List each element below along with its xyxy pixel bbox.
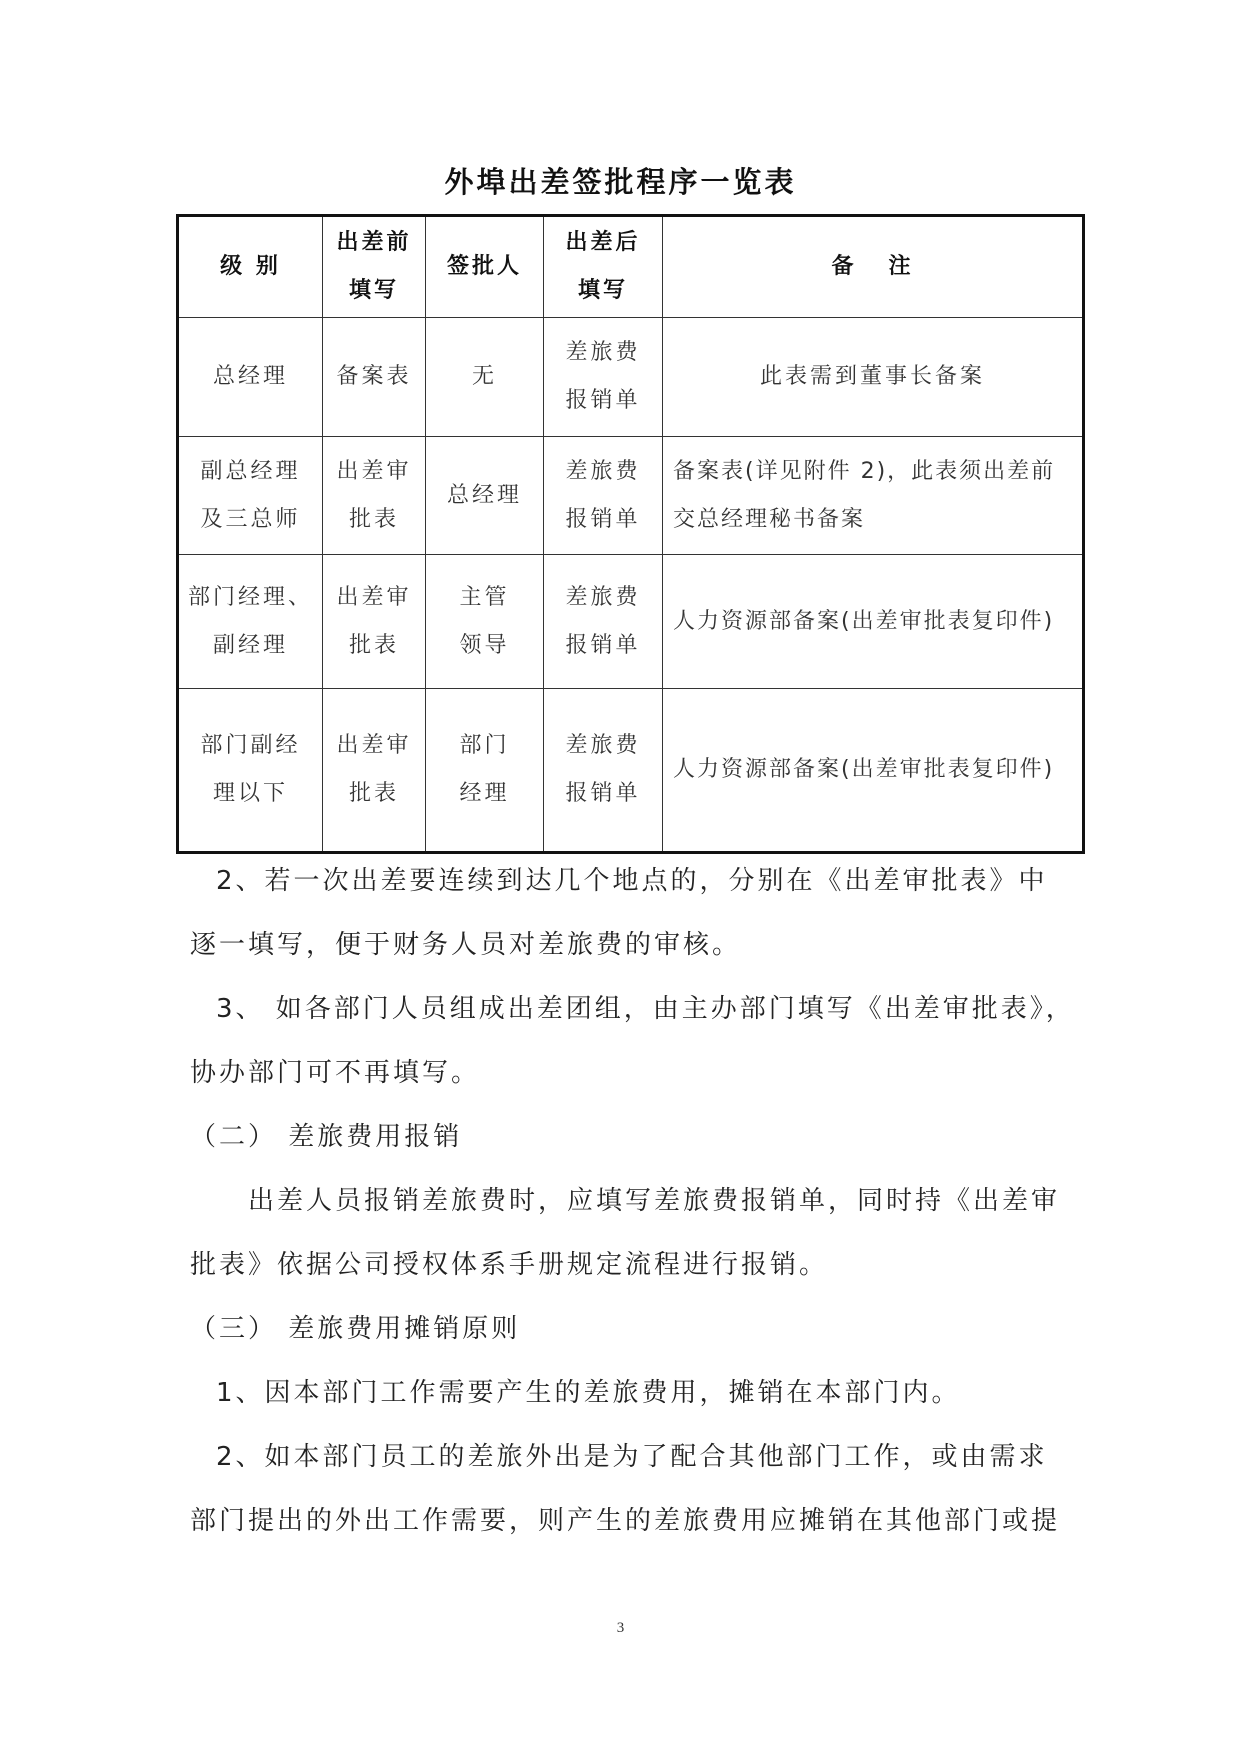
cell-text: 批表 xyxy=(348,506,399,532)
cell-before xyxy=(323,318,426,437)
approval-table xyxy=(176,214,1085,854)
cell-after xyxy=(544,555,663,689)
cell-text: 批表 xyxy=(348,781,399,807)
cell-approver xyxy=(426,437,544,555)
cell-level xyxy=(178,318,323,437)
cell-text: 差旅费 xyxy=(565,458,641,484)
header-after-line2: 填写 xyxy=(577,278,628,303)
cell-text: 报销单 xyxy=(565,781,641,807)
cell-text: 交总经理秘书备案 xyxy=(673,506,866,532)
cell-text: 出差审 xyxy=(336,458,412,484)
body-paragraph: 逐一填写，便于财务人员对差旅费的审核。 xyxy=(190,930,742,960)
section-heading: （三） 差旅费用摊销原则 xyxy=(190,1314,521,1344)
page-title: 外埠出差签批程序一览表 xyxy=(444,165,797,199)
cell-approver xyxy=(426,555,544,689)
cell-after xyxy=(544,437,663,555)
cell-remark xyxy=(663,555,1084,689)
cell-text: 人力资源部备案(出差审批表复印件) xyxy=(673,757,1055,783)
cell-text: 出差审 xyxy=(336,584,412,610)
cell-text: 差旅费 xyxy=(565,584,641,610)
cell-text: 人力资源部备案(出差审批表复印件) xyxy=(673,608,1055,634)
body-paragraph: 批表》依据公司授权体系手册规定流程进行报销。 xyxy=(190,1250,829,1280)
table-header-row xyxy=(178,216,1084,318)
cell-remark xyxy=(663,689,1084,853)
body-paragraph: 部门提出的外出工作需要，则产生的差旅费用应摊销在其他部门或提 xyxy=(190,1506,1061,1536)
cell-remark xyxy=(663,318,1084,437)
page-number: 3 xyxy=(616,1620,625,1636)
cell-level xyxy=(178,555,323,689)
section-heading: （二） 差旅费用报销 xyxy=(190,1122,463,1152)
cell-text: 理以下 xyxy=(212,781,288,807)
cell-level xyxy=(178,689,323,853)
cell-text: 部门经理、 xyxy=(187,584,313,610)
cell-text: 总经理 xyxy=(212,364,288,390)
header-level: 级 别 xyxy=(178,216,323,318)
cell-text: 总经理 xyxy=(446,482,522,508)
body-paragraph: 1、因本部门工作需要产生的差旅费用，摊销在本部门内。 xyxy=(216,1378,961,1408)
body-paragraph: 出差人员报销差旅费时，应填写差旅费报销单，同时持《出差审 xyxy=(248,1186,1061,1216)
body-paragraph: 3、 如各部门人员组成出差团组，由主办部门填写《出差审批表》， xyxy=(216,994,1075,1024)
table-row xyxy=(178,437,1084,555)
cell-approver xyxy=(426,318,544,437)
header-approver: 签批人 xyxy=(426,216,544,318)
cell-text: 经理 xyxy=(459,781,510,807)
cell-level xyxy=(178,437,323,555)
cell-text: 主管 xyxy=(459,584,510,610)
header-remark: 备 注 xyxy=(663,216,1084,318)
cell-text: 出差审 xyxy=(336,733,412,759)
cell-text: 及三总师 xyxy=(200,506,301,532)
header-before-line2: 填写 xyxy=(348,278,399,303)
cell-text: 无 xyxy=(471,364,497,390)
body-paragraph: 2、如本部门员工的差旅外出是为了配合其他部门工作，或由需求 xyxy=(216,1442,1048,1472)
table-row xyxy=(178,318,1084,437)
cell-text: 备案表(详见附件 2)，此表须出差前 xyxy=(673,458,1056,484)
cell-text: 差旅费 xyxy=(565,340,641,366)
table-row xyxy=(178,689,1084,853)
cell-after xyxy=(544,689,663,853)
cell-text: 部门 xyxy=(459,733,510,759)
cell-text: 报销单 xyxy=(565,506,641,532)
cell-text: 副总经理 xyxy=(200,458,301,484)
cell-text: 部门副经 xyxy=(200,733,301,759)
cell-text: 备案表 xyxy=(336,364,412,390)
cell-remark xyxy=(663,437,1084,555)
cell-approver xyxy=(426,689,544,853)
cell-text: 副经理 xyxy=(212,632,288,658)
header-after-line1: 出差后 xyxy=(565,230,641,255)
cell-text: 报销单 xyxy=(565,632,641,658)
cell-after xyxy=(544,318,663,437)
cell-text: 此表需到董事长备案 xyxy=(759,364,985,390)
header-before-line1: 出差前 xyxy=(336,230,412,255)
header-after xyxy=(544,216,663,318)
body-paragraph: 2、若一次出差要连续到达几个地点的，分别在《出差审批表》中 xyxy=(216,866,1048,896)
cell-before xyxy=(323,689,426,853)
cell-before xyxy=(323,555,426,689)
cell-text: 差旅费 xyxy=(565,733,641,759)
header-before xyxy=(323,216,426,318)
cell-text: 领导 xyxy=(459,632,510,658)
table-row xyxy=(178,555,1084,689)
cell-text: 批表 xyxy=(348,632,399,658)
body-paragraph: 协办部门可不再填写。 xyxy=(190,1058,481,1088)
cell-text: 报销单 xyxy=(565,388,641,414)
cell-before xyxy=(323,437,426,555)
